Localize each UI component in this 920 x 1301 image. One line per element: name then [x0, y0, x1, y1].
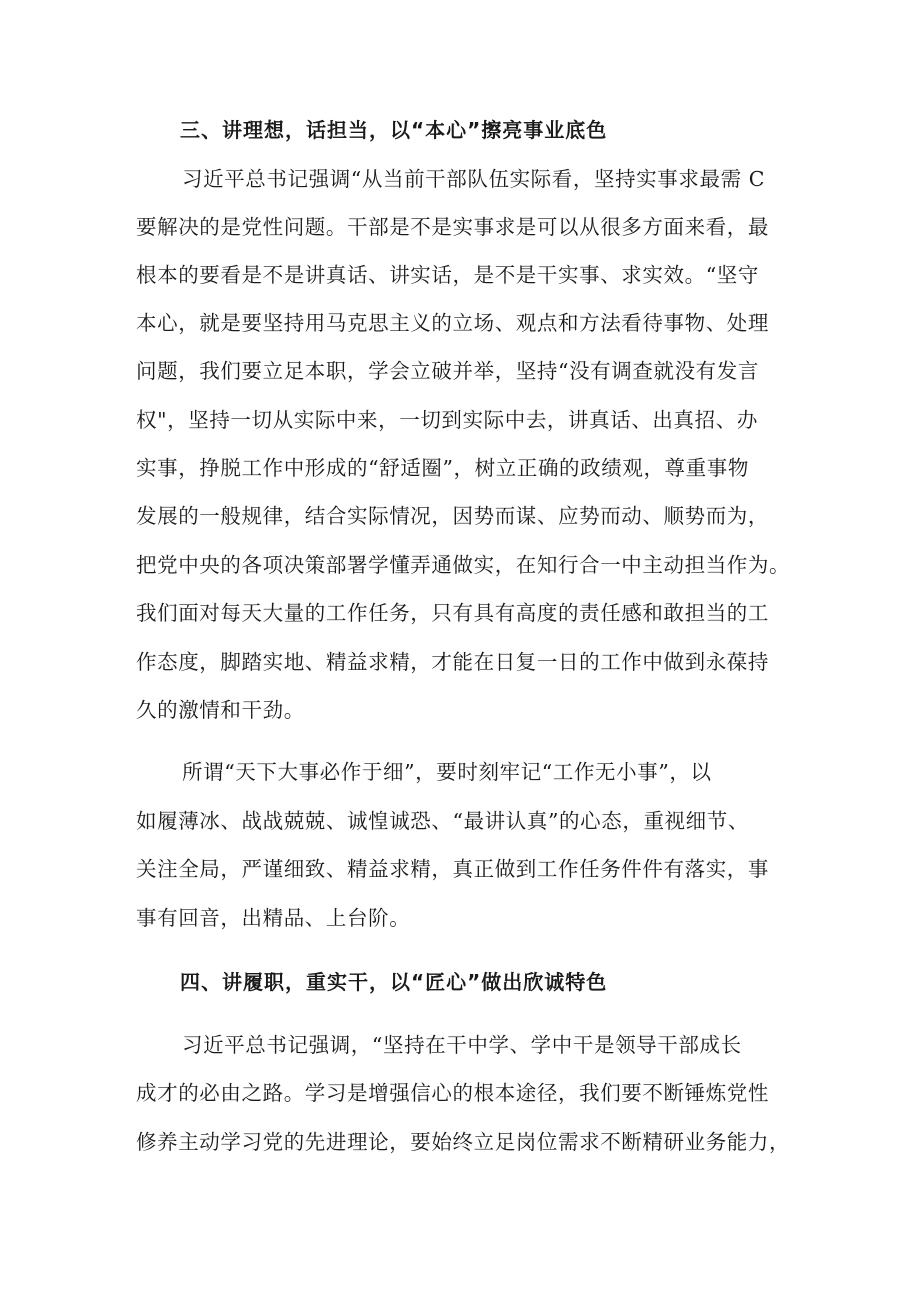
paragraph-line: 要解决的是党性问题。干部是不是实事求是可以从很多方面来看，最: [136, 215, 769, 239]
paragraph-line: 久的激情和干劲。: [136, 698, 305, 722]
paragraph-line: 如履薄冰、战战兢兢、诚惶诚恐、“最讲认真”的心态，重视细节、: [136, 809, 749, 833]
section-heading-3: 三、讲理想，话担当，以“本心”擦亮事业底色: [180, 118, 608, 142]
paragraph-line: 发展的一般规律，结合实际情况，因势而谋、应势而动、顺势而为，: [136, 504, 769, 528]
paragraph-line: 修养主动学习党的先进理论，要始终立足岗位需求不断精研业务能力，: [136, 1130, 791, 1154]
paragraph-line: 习近平总书记强调，“坚持在干中学、学中干是领导干部成长: [182, 1033, 742, 1057]
paragraph-line: 作态度，脚踏实地、精益求精，才能在日复一日的工作中做到永葆持: [136, 650, 769, 674]
paragraph-line: 权"，坚持一切从实际中来，一切到实际中去，讲真话、出真招、办: [136, 408, 758, 432]
paragraph-line: 本心，就是要坚持用马克思主义的立场、观点和方法看待事物、处理: [136, 311, 769, 335]
paragraph-line: 把党中央的各项决策部署学懂弄通做实，在知行合一中主动担当作为。: [136, 553, 791, 577]
paragraph-line: 成才的必由之路。学习是增强信心的根本途径，我们要不断锤炼党性: [136, 1081, 769, 1105]
paragraph-line: 习近平总书记强调“从当前干部队伍实际看，坚持实事求最需 C: [182, 167, 766, 191]
paragraph-line: 关注全局，严谨细致、精益求精，真正做到工作任务件件有落实，事: [136, 857, 769, 881]
paragraph-line: 所谓“天下大事必作于细”，要时刻牢记“工作无小事”，以: [182, 760, 712, 784]
paragraph-line: 事有回音，出精品、上台阶。: [136, 906, 411, 930]
paragraph-line: 实事，挣脱工作中形成的“舒适圈”，树立正确的政绩观，尊重事物: [136, 456, 749, 480]
paragraph-line: 根本的要看是不是讲真话、讲实话，是不是干实事、求实效。“坚守: [136, 263, 759, 287]
paragraph-line: 问题，我们要立足本职，学会立破并举，坚持“没有调查就没有发言: [136, 359, 759, 383]
section-heading-4: 四、讲履职，重实干，以“匠心”做出欣诚特色: [180, 970, 608, 994]
paragraph-line: 我们面对每天大量的工作任务，只有具有高度的责任感和敢担当的工: [136, 601, 769, 625]
